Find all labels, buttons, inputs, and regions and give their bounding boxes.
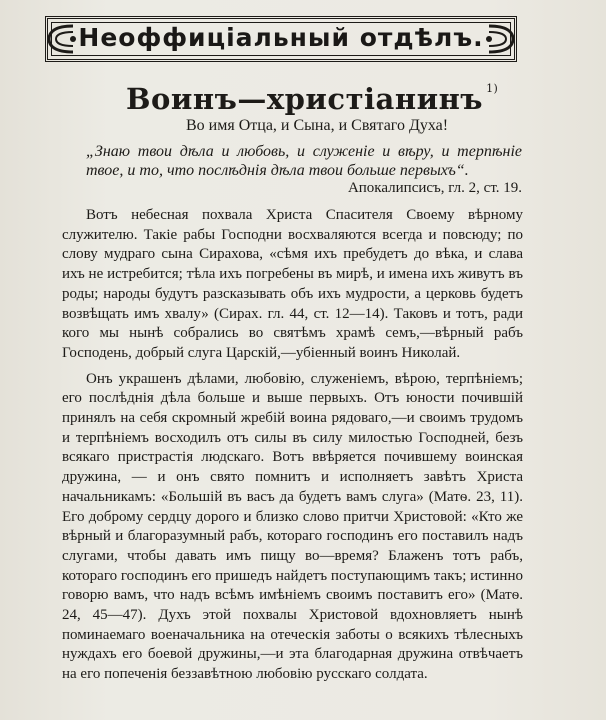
epigraph: „Знаю твои дѣла и любовь, и служеніе и вѣру, и терпѣніе твое, и то, что послѣднія дѣла твои больше первыхъ“. xyxy=(86,143,522,179)
paragraph: Онъ украшенъ дѣлами, любовію, служеніемъ, вѣрою, терпѣніемъ; его послѣднія дѣла больше и выше первыхъ. Отъ юности почившій принялъ на себя скромный жребій воина рядоваго,—и своимъ трудомъ и терпѣніемъ восходилъ отъ силы въ силу милостью Господней, безъ всякаго пристрастія людскаго. Вотъ ввѣряется почившему воинская дружина, — и онъ свято помнитъ и исполняетъ завѣтъ Христа начальникамъ: «Большій въ васъ да будетъ вамъ слуга» (Матѳ. 23, 11). Его доброму сердцу дорого и близко слово притчи Христовой: «Кто же вѣрный и благоразумный рабъ, котораго господинъ его поставилъ надъ слугами, чтобы давать имъ пищу во—время? Блаженъ тотъ рабъ, котораго господинъ его пришедъ найдетъ поступающимъ такъ; истинно говорю вамъ, что надъ всѣмъ имѣніемъ своимъ поставитъ его» (Матѳ. 24, 45—47). Духъ этой похвалы Христовой вдохновляетъ нынѣ поминаемаго военачальника на отеческія заботы о всякихъ тѣлесныхъ нуждахъ его боевой дружины,—и эта благодарная дружина отвѣчаетъ на его попеченія беззавѣтною любовію русскаго солдата. xyxy=(62,370,523,683)
paragraph: Вотъ небесная похвала Христа Спасителя Своему вѣрному служителю. Такіе рабы Господни восхваляются всегда и повсюду; по слову мудраго сына Сирахова, «сѣмя ихъ пребудетъ до вѣка, и слава ихъ не истребится; тѣла ихъ погребены въ мирѣ, и имена ихъ живутъ въ роды; народы будутъ разсказывать объ ихъ мудрости, а церковь будетъ возвѣщать имъ хвалу» (Сирах. гл. 44, ст. 12—14). Таковъ и тотъ, ради кого мы нынѣ собрались во святѣмъ храмѣ семъ,—вѣрный рабъ Господень, добрый слуга Царскій,—убіенный воинъ Николай. xyxy=(62,207,523,361)
article-body xyxy=(62,206,523,691)
section-banner xyxy=(45,16,517,62)
section-title: Неоффиціальный отдѣлъ. xyxy=(78,23,484,52)
article-title xyxy=(126,82,498,116)
epigraph-reference: Апокалипсисъ, гл. 2, ст. 19. xyxy=(347,180,522,196)
invocation: Во имя Отца, и Сына, и Святаго Духа! xyxy=(186,117,449,134)
footnote-mark: 1) xyxy=(486,82,499,96)
article-title-text: Воинъ—христіанинъ xyxy=(126,82,484,116)
